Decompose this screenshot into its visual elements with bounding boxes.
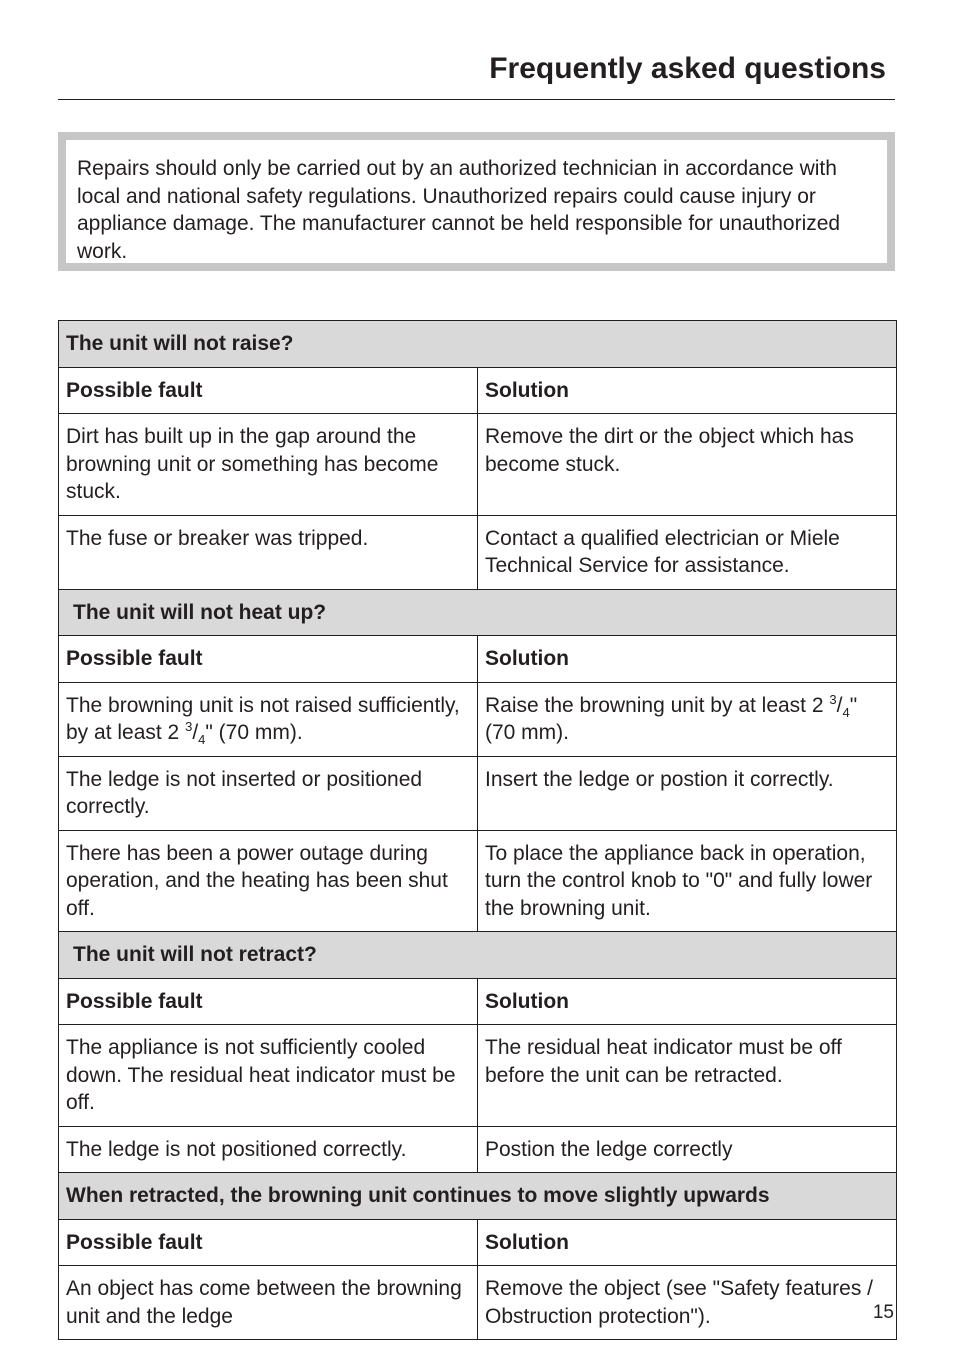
column-header-row xyxy=(59,1219,897,1266)
fraction-numerator: 3 xyxy=(185,719,193,734)
solution-text: Raise the browning unit by at least 2 xyxy=(485,693,830,717)
section-header xyxy=(59,1173,897,1220)
section-title: The unit will not heat up? xyxy=(59,589,897,636)
table-row xyxy=(59,414,897,516)
table-row xyxy=(59,682,897,756)
table-row xyxy=(59,830,897,932)
solution-cell: Postion the ledge correctly xyxy=(478,1126,897,1173)
fault-text-end: " (70 mm). xyxy=(205,721,303,744)
solution-cell: Remove the dirt or the object which has become stuck. xyxy=(478,414,897,516)
solution-cell: The residual heat indicator must be off before the unit can be retracted. xyxy=(478,1025,897,1127)
page-title: Frequently asked questions xyxy=(489,52,886,85)
column-header-fault: Possible fault xyxy=(59,978,478,1025)
solution-cell: Raise the browning unit by at least 2 $^3/_4$" (70 mm). xyxy=(478,682,897,756)
fault-cell: An object has come between the browning unit and the ledge xyxy=(59,1266,478,1340)
fraction-denominator: 4 xyxy=(198,732,206,748)
section-header xyxy=(59,932,897,979)
column-header-solution: Solution xyxy=(478,636,897,683)
column-header-fault: Possible fault xyxy=(59,1219,478,1266)
table-row xyxy=(59,756,897,830)
column-header-solution: Solution xyxy=(478,1219,897,1266)
fraction-numerator: 3 xyxy=(829,691,837,707)
solution-cell: To place the appliance back in operation, turn the control knob to "0" and fully lower the browning unit. xyxy=(478,830,897,932)
page-number: 15 xyxy=(872,1302,894,1323)
table-row xyxy=(59,1126,897,1173)
fault-cell: The browning unit is not raised sufficiently, by at least 2 $^3/_4$" (70 mm). xyxy=(59,682,478,756)
column-header-row xyxy=(59,367,897,414)
section-header xyxy=(59,589,897,636)
column-header-solution: Solution xyxy=(478,367,897,414)
fault-cell: The fuse or breaker was tripped. xyxy=(59,515,478,589)
column-header-solution: Solution xyxy=(478,978,897,1025)
section-title: The unit will not raise? xyxy=(59,321,897,368)
warning-text: Repairs should only be carried out by an authorized technician in accordance with local and national safety regulations. Unauthorized repairs could cause injury or appliance damage. The manufacturer cannot be held responsible for unauthorized work. xyxy=(66,140,887,263)
solution-text-end: " (70 mm). xyxy=(485,693,858,744)
fraction-denominator: 4 xyxy=(842,704,850,720)
fault-cell: Dirt has built up in the gap around the browning unit or something has become stuck. xyxy=(59,414,478,516)
solution-cell: Contact a qualified electrician or Miele Technical Service for assistance. xyxy=(478,515,897,589)
warning-box xyxy=(58,132,895,271)
column-header-row xyxy=(59,636,897,683)
fault-cell: The appliance is not sufficiently cooled down. The residual heat indicator must be off. xyxy=(59,1025,478,1127)
faq-table xyxy=(58,320,897,1340)
fault-text: The browning unit is not raised sufficiently, by at least 2 xyxy=(66,693,460,744)
column-header-fault: Possible fault xyxy=(59,367,478,414)
section-title: When retracted, the browning unit continues to move slightly upwards xyxy=(59,1173,897,1220)
table-row xyxy=(59,1025,897,1127)
column-header-fault: Possible fault xyxy=(59,636,478,683)
fault-cell: The ledge is not positioned correctly. xyxy=(59,1126,478,1173)
fault-cell: The ledge is not inserted or positioned correctly. xyxy=(59,756,478,830)
column-header-row xyxy=(59,978,897,1025)
section-title: The unit will not retract? xyxy=(59,932,897,979)
table-row xyxy=(59,515,897,589)
solution-cell: Remove the object (see "Safety features / Obstruction protection"). xyxy=(478,1266,897,1340)
solution-cell: Insert the ledge or postion it correctly. xyxy=(478,756,897,830)
title-divider xyxy=(58,99,895,100)
section-header xyxy=(59,321,897,368)
fault-cell: There has been a power outage during operation, and the heating has been shut off. xyxy=(59,830,478,932)
table-row xyxy=(59,1266,897,1340)
